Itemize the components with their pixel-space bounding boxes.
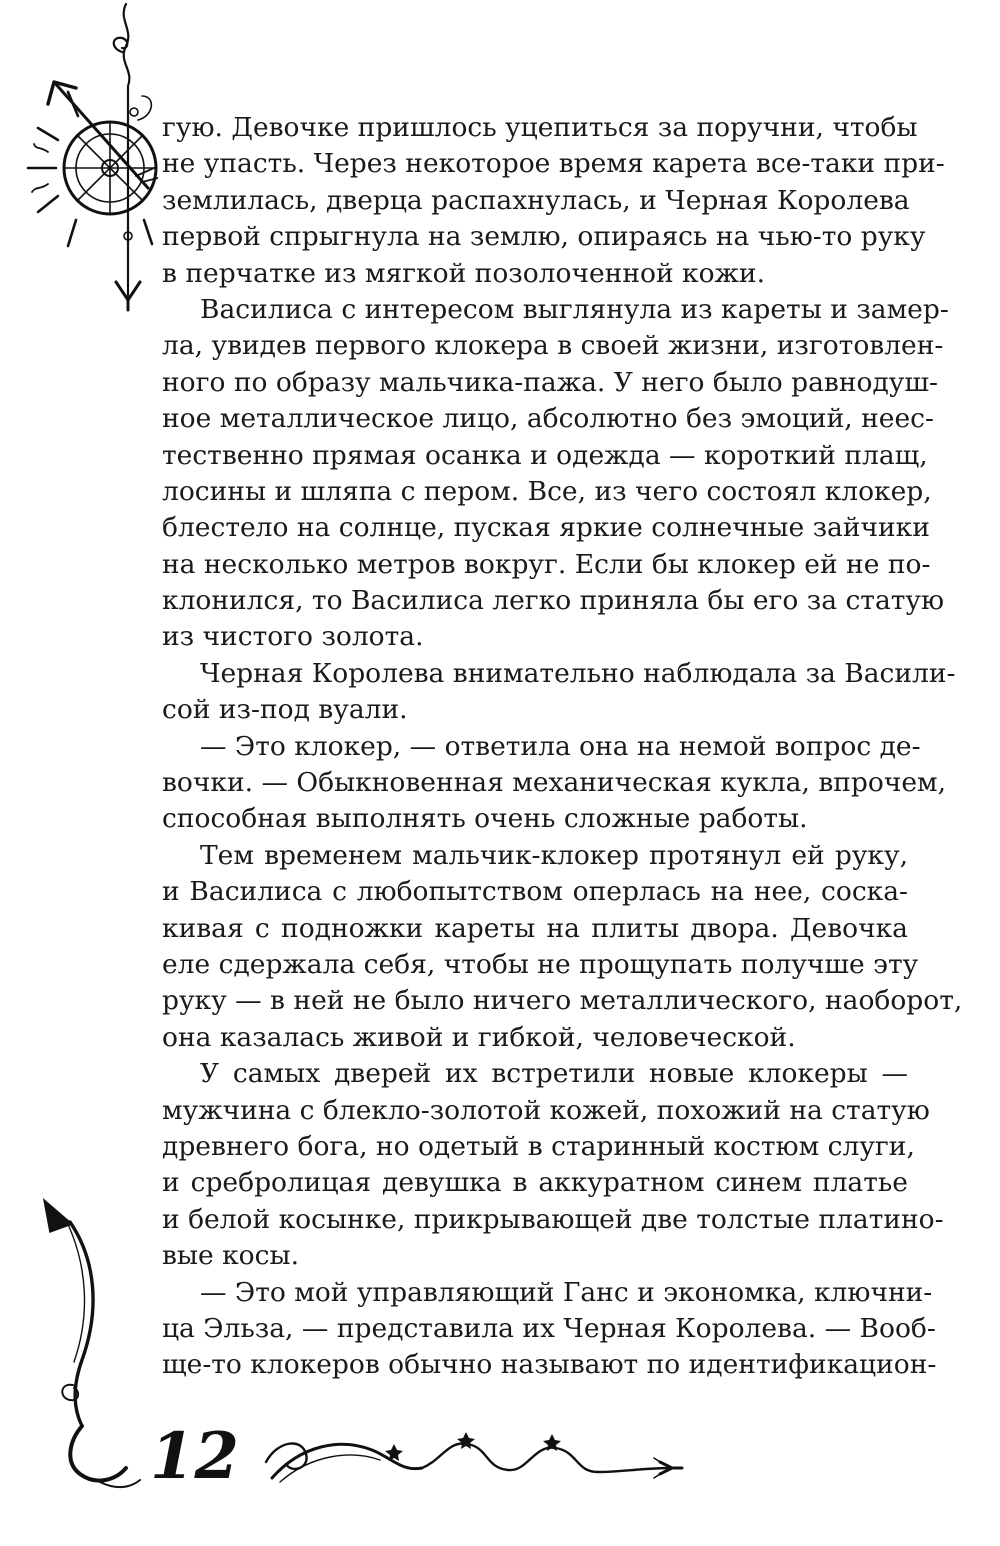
text-line: руку — в ней не было ничего металлического, наоборот, [162, 985, 963, 1017]
text-line: и белой косынке, прикрывающей две толстые платино- [162, 1203, 944, 1235]
text-line: сой из-под вуали. [162, 694, 408, 726]
text-line: ла, увидев первого клокера в своей жизни, изготовлен- [162, 330, 944, 362]
text-line: вые косы. [162, 1240, 299, 1272]
text-line: ца Эльза, — представила их Черная Королева. — Вооб- [162, 1312, 936, 1344]
text-line: ного по образу мальчика-пажа. У него было равнодуш- [162, 366, 938, 398]
clock-arrow-ornament-icon [18, 0, 158, 330]
text-line: блестело на солнце, пуская яркие солнечные зайчики [162, 512, 930, 544]
text-line: клонился, то Василиса легко приняла бы его за статую [162, 585, 945, 617]
text-line: вочки. — Обыкновенная механическая кукла, впрочем, [162, 767, 947, 799]
text-line: она казалась живой и гибкой, человеческой. [162, 1021, 796, 1053]
text-line: лосины и шляпа с пером. Все, из чего состоял клокер, [162, 475, 932, 507]
text-line: еле сдержала себя, чтобы не прощупать получше эту [162, 948, 919, 980]
text-line: в перчатке из мягкой позолоченной кожи. [162, 257, 766, 289]
text-line: Черная Королева внимательно наблюдала за Васили- [200, 657, 956, 689]
text-line: и сребролицая девушка в аккуратном синем платье [162, 1167, 908, 1199]
flourish-stars-ornament-icon [262, 1420, 694, 1492]
text-line: из чистого золота. [162, 621, 424, 653]
text-line: мужчина с блекло-золотой кожей, похожий на статую [162, 1094, 930, 1126]
text-line: У самых дверей их встретили новые клокеры — [200, 1058, 908, 1090]
text-line: и Василиса с любопытством оперлась на нее, соска- [162, 876, 908, 908]
page-text [162, 110, 963, 1384]
text-line: первой спрыгнула на землю, опираясь на чью-то руку [162, 221, 926, 253]
text-line: землилась, дверца распахнулась, и Черная Королева [162, 184, 910, 216]
text-line: тественно прямая осанка и одежда — короткий плащ, [162, 439, 928, 471]
text-line: ное металлическое лицо, абсолютно без эмоций, неес- [162, 403, 934, 435]
text-line: кивая с подножки кареты на плиты двора. Девочка [162, 912, 908, 944]
text-line: — Это мой управляющий Ганс и экономка, ключни- [200, 1276, 933, 1308]
text-line: Тем временем мальчик-клокер протянул ей руку, [200, 839, 908, 871]
curl-arrow-ornament-icon [30, 1190, 150, 1500]
text-line: способная выполнять очень сложные работы. [162, 803, 808, 835]
text-line: — Это клокер, — ответила она на немой вопрос де- [200, 730, 921, 762]
page-number: 12 [150, 1419, 240, 1494]
text-line: гую. Девочке пришлось уцепиться за поручни, чтобы [162, 112, 918, 143]
text-line: на несколько метров вокруг. Если бы клокер ей не по- [162, 548, 931, 580]
text-line: ще-то клокеров обычно называют по идентификацион- [162, 1349, 937, 1381]
text-line: древнего бога, но одетый в старинный костюм слуги, [162, 1130, 915, 1162]
text-line: не упасть. Через некоторое время карета все-таки при- [162, 148, 945, 180]
text-line: Василиса с интересом выглянула из кареты и замер- [200, 293, 949, 325]
